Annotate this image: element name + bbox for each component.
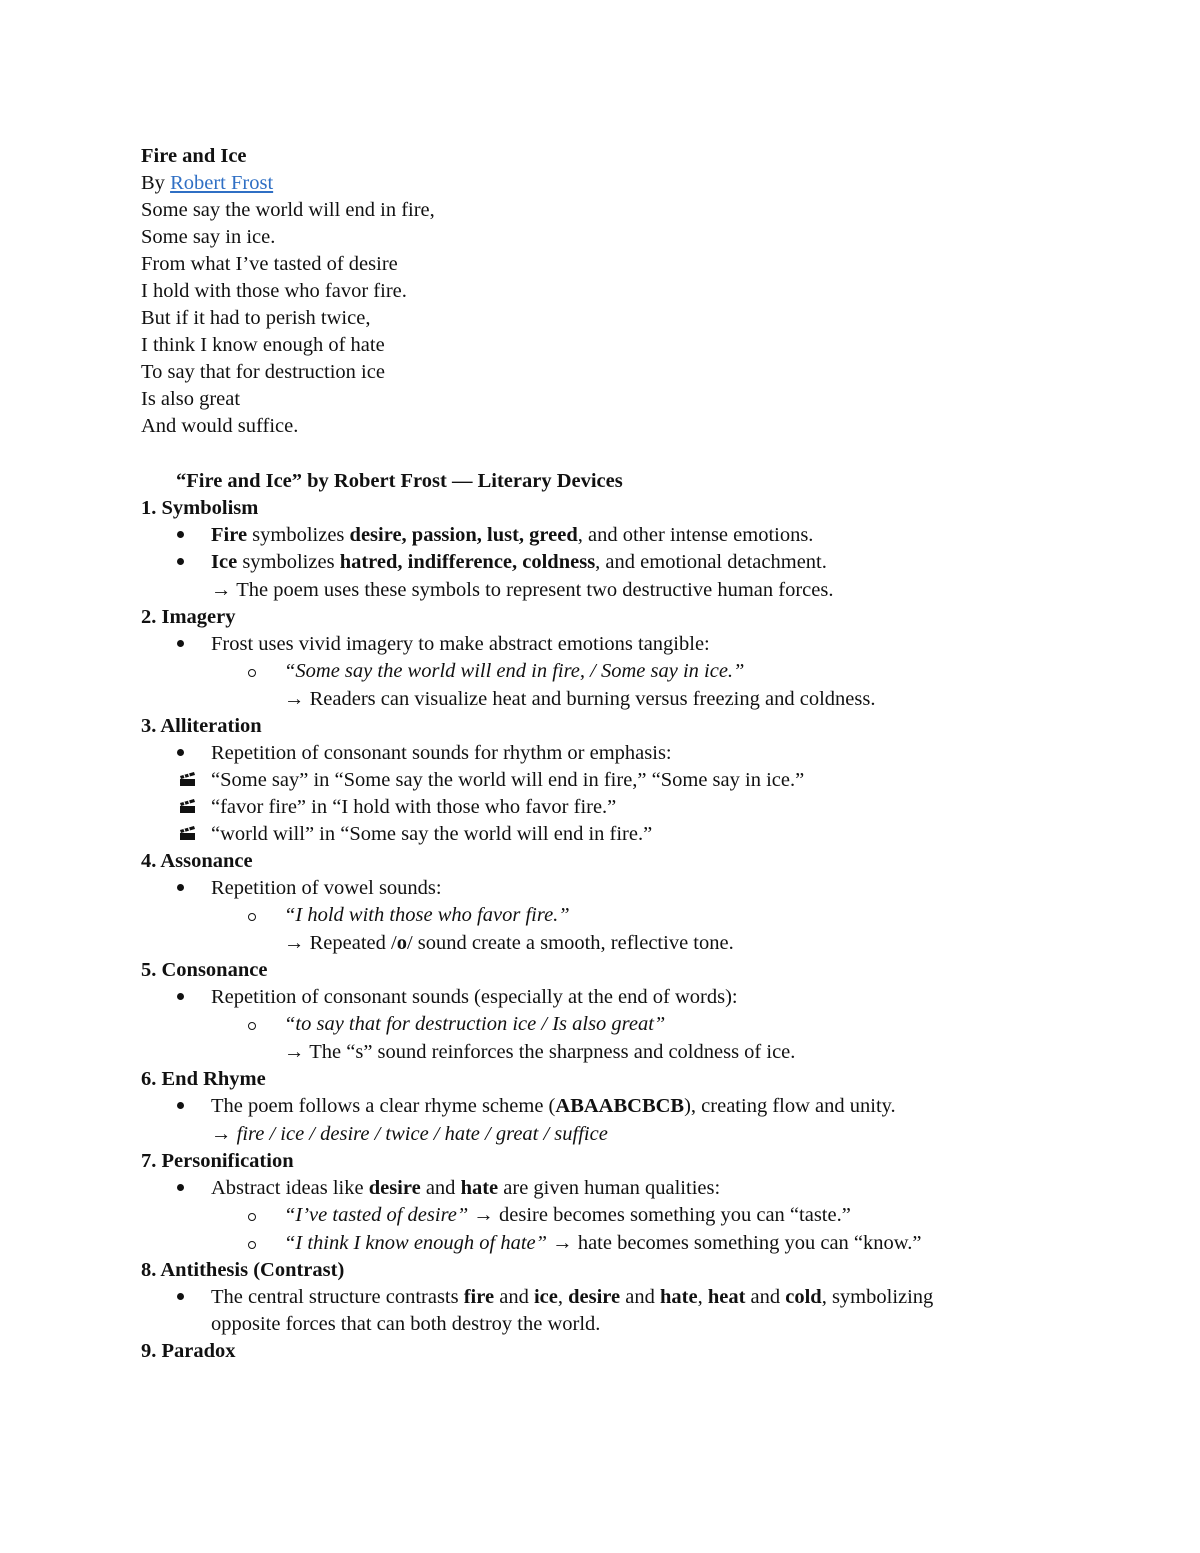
- bullet-icon: [177, 640, 184, 647]
- bullet-icon: [177, 749, 184, 756]
- list-item: Repetition of vowel sounds:: [211, 877, 442, 899]
- clapperboard-icon: [179, 771, 197, 787]
- section-heading-personification: 7. Personification: [141, 1150, 294, 1172]
- circle-bullet-icon: [248, 669, 256, 677]
- bullet-icon: [177, 884, 184, 891]
- list-item: Repetition of consonant sounds for rhythm or emphasis:: [211, 742, 672, 764]
- poem-line: I think I know enough of hate: [141, 334, 385, 356]
- poem-line: And would suffice.: [141, 415, 299, 437]
- bullet-icon: [177, 993, 184, 1000]
- circle-bullet-icon: [248, 1022, 256, 1030]
- clapperboard-icon: [179, 825, 197, 841]
- bullet-icon: [177, 1293, 184, 1300]
- section-heading-assonance: 4. Assonance: [141, 850, 253, 872]
- example-item: “Some say” in “Some say the world will end in fire,” “Some say in ice.”: [211, 769, 805, 791]
- section-heading-symbolism: 1. Symbolism: [141, 497, 259, 519]
- poem-title: Fire and Ice: [141, 145, 247, 167]
- byline-prefix: By: [141, 172, 165, 194]
- section-heading-alliteration: 3. Alliteration: [141, 715, 262, 737]
- circle-bullet-icon: [248, 913, 256, 921]
- poem-line: Some say the world will end in fire,: [141, 199, 435, 221]
- quote-item: “to say that for destruction ice / Is also great”: [284, 1013, 666, 1035]
- bullet-icon: [177, 1184, 184, 1191]
- example-item: “world will” in “Some say the world will end in fire.”: [211, 823, 653, 845]
- arrow-note: → The “s” sound reinforces the sharpness and coldness of ice.: [284, 1041, 796, 1063]
- poem-line: Some say in ice.: [141, 226, 276, 248]
- poem-line: I hold with those who favor fire.: [141, 280, 407, 302]
- bullet-icon: [177, 1102, 184, 1109]
- section-heading-imagery: 2. Imagery: [141, 606, 236, 628]
- circle-bullet-icon: [248, 1213, 256, 1221]
- quote-item: “I’ve tasted of desire” → desire becomes something you can “taste.”: [284, 1204, 851, 1226]
- list-item: Fire symbolizes desire, passion, lust, greed, and other intense emotions.: [211, 524, 814, 546]
- section-heading-consonance: 5. Consonance: [141, 959, 268, 981]
- quote-item: “Some say the world will end in fire, / Some say in ice.”: [284, 660, 745, 682]
- list-item: The central structure contrasts fire and ice, desire and hate, heat and cold, symbolizing: [211, 1286, 934, 1308]
- clapperboard-icon: [179, 798, 197, 814]
- example-item: “favor fire” in “I hold with those who favor fire.”: [211, 796, 617, 818]
- analysis-heading: “Fire and Ice” by Robert Frost — Literary Devices: [176, 470, 623, 492]
- author-link[interactable]: Robert Frost: [170, 172, 274, 194]
- poem-line: Is also great: [141, 388, 241, 410]
- list-item: Abstract ideas like desire and hate are given human qualities:: [211, 1177, 721, 1199]
- bullet-icon: [177, 558, 184, 565]
- arrow-note: → Readers can visualize heat and burning versus freezing and coldness.: [284, 688, 876, 710]
- poem-line: To say that for destruction ice: [141, 361, 385, 383]
- section-heading-paradox: 9. Paradox: [141, 1340, 236, 1362]
- quote-item: “I think I know enough of hate” → hate becomes something you can “know.”: [284, 1232, 922, 1254]
- list-item: Frost uses vivid imagery to make abstract emotions tangible:: [211, 633, 710, 655]
- section-heading-end-rhyme: 6. End Rhyme: [141, 1068, 266, 1090]
- section-heading-antithesis: 8. Antithesis (Contrast): [141, 1259, 345, 1281]
- byline: [141, 171, 273, 195]
- circle-bullet-icon: [248, 1241, 256, 1249]
- list-item: The poem follows a clear rhyme scheme (ABAABCBCB), creating flow and unity.: [211, 1095, 896, 1117]
- bullet-icon: [177, 531, 184, 538]
- arrow-note: → Repeated /o/ sound create a smooth, reflective tone.: [284, 932, 734, 954]
- list-item: Ice symbolizes hatred, indifference, coldness, and emotional detachment.: [211, 551, 827, 573]
- arrow-note: → fire / ice / desire / twice / hate / great / suffice: [211, 1123, 608, 1145]
- arrow-note: → The poem uses these symbols to represent two destructive human forces.: [211, 579, 834, 601]
- list-item-continuation: opposite forces that can both destroy the world.: [211, 1313, 601, 1335]
- list-item: Repetition of consonant sounds (especially at the end of words):: [211, 986, 738, 1008]
- quote-item: “I hold with those who favor fire.”: [284, 904, 570, 926]
- poem-line: But if it had to perish twice,: [141, 307, 371, 329]
- poem-line: From what I’ve tasted of desire: [141, 253, 398, 275]
